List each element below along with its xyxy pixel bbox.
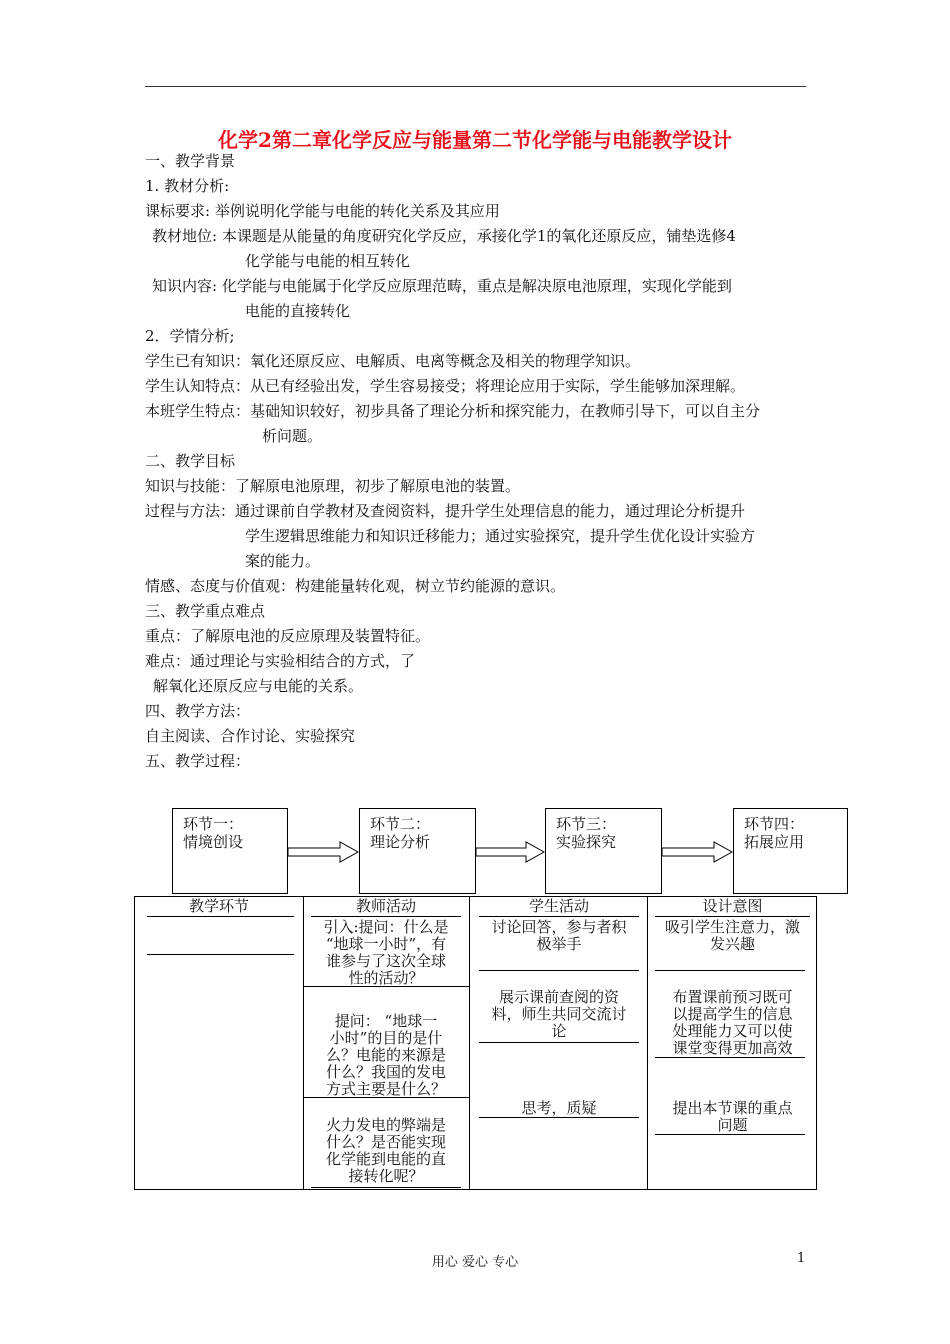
cell-line: 课堂变得更加高效: [672, 1039, 793, 1057]
subsection-material-analysis: 1. 教材分析:: [145, 177, 230, 195]
cell-line: 方式主要是什么？: [325, 1080, 446, 1098]
cell-line: 展示课前查阅的资: [498, 988, 619, 1006]
flow-step-4-label: 环节四：: [744, 815, 805, 833]
flow-step-1-label: 环节一：: [183, 815, 244, 833]
header-student-activity: 学生活动: [528, 897, 589, 915]
cell-line: 接转化呢？: [348, 1167, 424, 1185]
cell-line: 什么？是否能实现: [325, 1133, 446, 1151]
cell-line: 提出本节课的重点: [672, 1099, 793, 1117]
methods-list: 自主阅读、合作讨论、实验探究: [145, 727, 356, 745]
flow-step-3: [545, 808, 662, 894]
class-features-cont: 析问题。: [262, 427, 323, 445]
cell-underline: [311, 1097, 461, 1098]
class-features: 本班学生特点：基础知识较好，初步具备了理论分析和探究能力，在教师引导下，可以自主分: [145, 402, 761, 420]
flow-step-2-label: 环节二：: [370, 815, 431, 833]
cell-line: 么？电能的来源是: [325, 1046, 446, 1064]
objective-knowledge: 知识与技能：了解原电池原理，初步了解原电池的装置。: [145, 477, 521, 495]
table-divider: [647, 897, 648, 1189]
table-row-2-intent: [655, 989, 810, 1057]
flow-step-1-title: 情境创设: [183, 833, 244, 851]
flow-step-2-title: 理论分析: [370, 833, 431, 851]
material-position: 教材地位: 本课题是从能量的角度研究化学反应，承接化学1的氧化还原反应，铺垫选修4: [152, 227, 736, 245]
section-heading-background: 一、教学背景: [145, 152, 236, 170]
cell-line: 以提高学生的信息: [672, 1005, 793, 1023]
objective-process-cont2: 案的能力。: [245, 552, 321, 570]
table-row-1-student: [479, 919, 639, 953]
cell-line: 布置课前预习既可: [672, 988, 793, 1006]
cell-line: 提问： “地球一: [334, 1012, 438, 1030]
cell-line: “地球一小时”，有: [325, 935, 447, 953]
table-row-2-teacher: [311, 1013, 461, 1098]
flow-step-3-label: 环节三：: [556, 815, 617, 833]
cell-line: 火力发电的弊端是: [325, 1116, 446, 1134]
flow-step-3-title: 实验探究: [556, 833, 617, 851]
cell-underline: [655, 1057, 805, 1058]
section-heading-process: 五、教学过程：: [145, 752, 251, 770]
cell-line: 处理能力又可以使: [672, 1022, 793, 1040]
table-row-3-teacher: [311, 1117, 461, 1185]
table-row-3-intent: [655, 1100, 810, 1134]
flow-arrow-icon: [662, 840, 734, 864]
cell-line: 极举手: [536, 935, 582, 953]
process-table: [134, 896, 817, 1190]
footer-motto: 用心 爱心 专心: [431, 1255, 519, 1270]
objective-process-cont1: 学生逻辑思维能力和知识迁移能力；通过实验探究，提升学生优化设计实验方: [245, 527, 756, 545]
header-teaching-phase: 教学环节: [188, 897, 249, 915]
table-divider: [303, 897, 304, 1189]
table-row-3-student: [479, 1100, 639, 1117]
flow-step-2: [359, 808, 476, 894]
knowledge-content: 知识内容: 化学能与电能属于化学反应原理范畴，重点是解决原电池原理，实现化学能到: [152, 277, 732, 295]
header-teacher-activity: 教师活动: [355, 897, 416, 915]
header-underline: [655, 916, 810, 917]
flow-arrow-icon: [476, 840, 546, 864]
table-row-2-student: [479, 989, 639, 1040]
focus-key-point: 重点：了解原电池的反应原理及装置特征。: [145, 627, 431, 645]
section-heading-focus: 三、教学重点难点: [145, 602, 266, 620]
prior-knowledge: 学生已有知识：氧化还原反应、电解质、电离等概念及相关的物理学知识。: [145, 352, 641, 370]
focus-difficulty: 难点：通过理论与实验相结合的方式，了: [145, 652, 416, 670]
header-underline: [147, 916, 294, 917]
header-underline: [479, 916, 639, 917]
cell-line: 论: [551, 1022, 567, 1040]
cell-underline: [311, 1187, 461, 1188]
cell-line: 什么？我国的发电: [325, 1063, 446, 1081]
knowledge-content-cont: 电能的直接转化: [245, 302, 351, 320]
table-divider: [469, 897, 470, 1189]
header-underline: [311, 916, 461, 917]
section-heading-methods: 四、教学方法：: [145, 702, 251, 720]
flow-arrow-icon: [288, 840, 360, 864]
cell-line: 料，师生共同交流讨: [491, 1005, 627, 1023]
material-position-cont: 化学能与电能的相互转化: [245, 252, 411, 270]
header-design-intent: 设计意图: [702, 897, 763, 915]
cell-underline: [655, 970, 805, 971]
cognitive-features: 学生认知特点：从已有经验出发，学生容易接受；将理论应用于实际，学生能够加深理解。: [145, 377, 746, 395]
cell-line: 吸引学生注意力，激: [664, 918, 800, 936]
page-number: 1: [797, 1251, 806, 1266]
cell-underline: [479, 970, 639, 971]
section-heading-objectives: 二、教学目标: [145, 452, 236, 470]
flow-step-4-title: 拓展应用: [744, 833, 805, 851]
table-row-1-intent: [655, 919, 810, 953]
flow-step-4: [733, 808, 848, 894]
cell-line: 性的活动？: [348, 969, 424, 987]
objective-attitude: 情感、态度与价值观：构建能量转化观，树立节约能源的意识。: [145, 577, 566, 595]
cell-line: 思考，质疑: [521, 1099, 597, 1117]
cell-line: 问题: [717, 1116, 748, 1134]
flow-step-1: [172, 808, 288, 894]
cell-line: 谁参与了这次全球: [325, 952, 446, 970]
cell-line: 小时”的目的是什: [329, 1029, 443, 1047]
cell-underline: [655, 1134, 805, 1135]
phase-underline: [147, 954, 294, 955]
subsection-student-analysis: 2．学情分析;: [145, 327, 235, 345]
focus-difficulty-cont: 解氧化还原反应与电能的关系。: [153, 677, 364, 695]
cell-line: 引入:提问：什么是: [323, 918, 449, 936]
cell-line: 化学能到电能的直: [325, 1150, 446, 1168]
header-rule: [145, 86, 806, 87]
cell-line: 发兴趣: [709, 935, 755, 953]
table-row-1-teacher: [311, 919, 461, 987]
curriculum-requirement: 课标要求: 举例说明化学能与电能的转化关系及其应用: [145, 202, 500, 220]
cell-underline: [479, 1042, 639, 1043]
objective-process: 过程与方法：通过课前自学教材及查阅资料，提升学生处理信息的能力，通过理论分析提升: [145, 502, 746, 520]
cell-underline: [479, 1117, 639, 1118]
document-title: 化学2第二章化学反应与能量第二节化学能与电能教学设计: [218, 128, 732, 152]
cell-line: 讨论回答，参与者积: [491, 918, 627, 936]
